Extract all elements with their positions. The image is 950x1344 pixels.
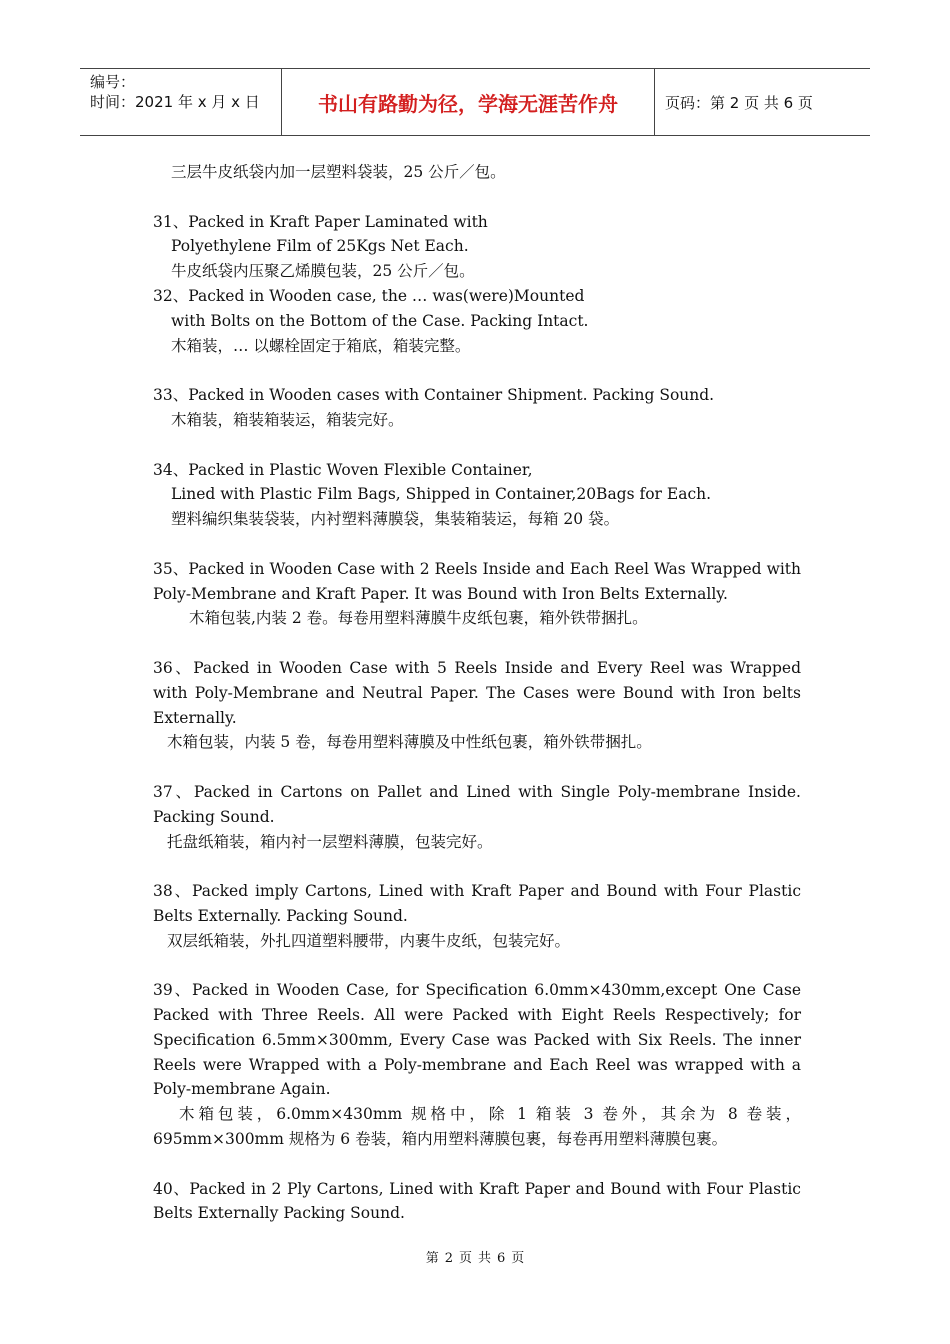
entry-32-english-line1: 32、Packed in Wooden case, the … was(were)Mounted [153, 286, 585, 305]
entry-32-chinese: 木箱装，… 以螺栓固定于箱底，箱装完整。 [171, 336, 471, 355]
footer-page-number: 2 [444, 1251, 453, 1266]
header-page-info: 页码：第 2 页 共 6 页 [665, 93, 813, 112]
entry-35-english: 35、Packed in Wooden Case with 2 Reels Inside and Each Reel Was Wrapped with Poly-Membrane and Kraft Paper. It was Bound with Iron Belts Externally. [153, 559, 801, 603]
header-info-cell [80, 69, 282, 135]
page-footer [0, 1247, 950, 1266]
number-label: 编号： [90, 73, 136, 91]
document-header [80, 68, 870, 136]
time-label: 时间：2021 年 x 月 x 日 [90, 93, 260, 111]
entry-31-chinese: 牛皮纸袋内压聚乙烯膜包装，25 公斤／包。 [171, 262, 475, 281]
entry-37-english: 37、Packed in Cartons on Pallet and Lined with Single Poly-membrane Inside. Packing Sound. [153, 782, 801, 826]
entry-39-chinese: 木箱包装，6.0mm×430mm 规格中，除 1 箱装 3 卷外，其余为 8 卷装，695mm×300mm 规格为 6 卷装，箱内用塑料薄膜包裹，每卷再用塑料薄膜包裹。 [153, 1105, 801, 1149]
footer-word-di: 第 [425, 1251, 439, 1266]
footer-word-ye: 页 [458, 1251, 472, 1266]
entry-38-english: 38、Packed imply Cartons, Lined with Kraft Paper and Bound with Four Plastic Belts Externally. Packing Sound. [153, 882, 801, 925]
entry-36-english: 36、Packed in Wooden Case with 5 Reels Inside and Every Reel was Wrapped with Poly-Membrane and Neutral Paper. The Cases were Bound with Iron belts Externally. [153, 658, 801, 727]
entry-33-english: 33、Packed in Wooden cases with Container Shipment. Packing Sound. [153, 386, 715, 405]
entry-31-english-line2: Polyethylene Film of 25Kgs Net Each. [171, 237, 469, 256]
header-motto: 书山有路勤为径，学海无涯苦作舟 [282, 69, 655, 135]
entry-38-chinese: 双层纸箱装，外扎四道塑料腰带，内裹牛皮纸，包装完好。 [167, 931, 571, 950]
entry-36-chinese: 木箱包装，内装 5 卷，每卷用塑料薄膜及中性纸包裹，箱外铁带捆扎。 [167, 733, 652, 752]
entry-34-english-line1: 34、Packed in Plastic Woven Flexible Container, [153, 460, 533, 479]
entry-31-english-line1: 31、Packed in Kraft Paper Laminated with [153, 212, 488, 231]
entry-33-chinese: 木箱装，箱装箱装运，箱装完好。 [171, 410, 404, 429]
footer-word-ye-end: 页 [511, 1251, 525, 1266]
entry-32-english-line2: with Bolts on the Bottom of the Case. Packing Intact. [171, 311, 589, 330]
footer-word-gong: 共 [478, 1251, 492, 1266]
entry-34-english-line2: Lined with Plastic Film Bags, Shipped in Container,20Bags for Each. [171, 485, 712, 504]
document-body [153, 160, 801, 1226]
entry-40-english: 40、Packed in 2 Ply Cartons, Lined with Kraft Paper and Bound with Four Plastic Belts Externally Packing Sound. [153, 1179, 801, 1223]
entry-35-chinese: 木箱包装,内装 2 卷。每卷用塑料薄膜牛皮纸包裹，箱外铁带捆扎。 [189, 609, 648, 628]
entry-39-english: 39、Packed in Wooden Case, for Specification 6.0mm×430mm,except One Case Packed with Three Reels. All were Packed with Eight Reels Respectively; for Specification 6.5mm×300mm, Every Case was Packed with Six Reels. The inner Reels were Wrapped with a Poly-membrane and Each Reel was wrapped with a Poly-membrane Again. [153, 981, 801, 1099]
entry-37-chinese: 托盘纸箱装，箱内衬一层塑料薄膜，包装完好。 [167, 832, 493, 851]
footer-total-pages: 6 [497, 1251, 506, 1266]
entry-30-chinese: 三层牛皮纸袋内加一层塑料袋装，25 公斤／包。 [171, 163, 506, 181]
entry-34-chinese: 塑料编织集装袋装，内衬塑料薄膜袋，集装箱装运，每箱 20 袋。 [171, 510, 620, 529]
